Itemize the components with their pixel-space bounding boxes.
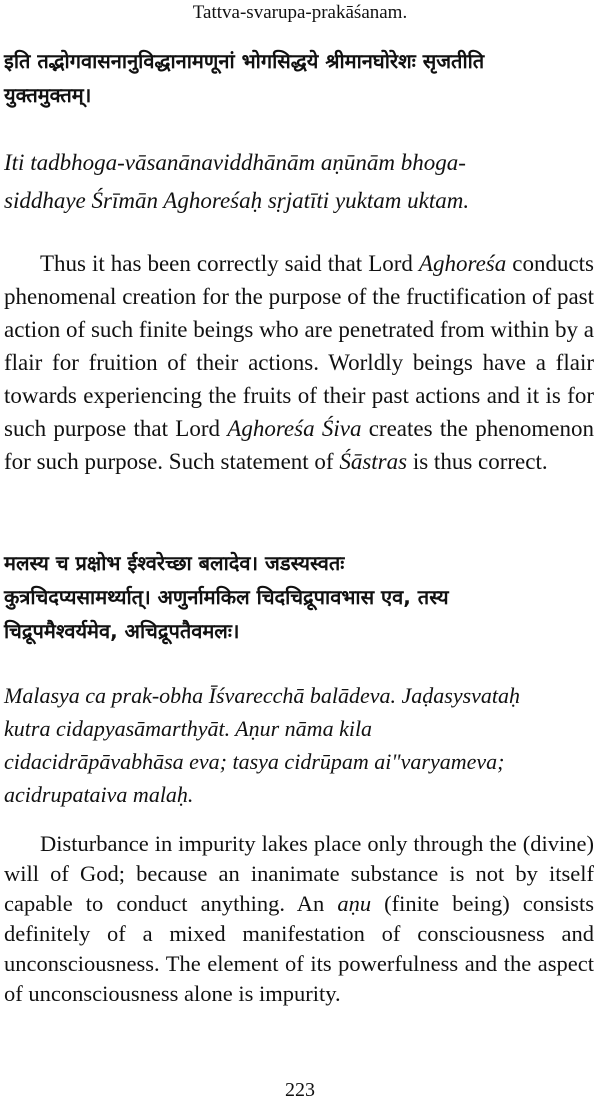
text-run: Thus it has been correctly said that Lord xyxy=(40,251,419,276)
transliteration-2 xyxy=(4,679,594,811)
transliteration-2-line: kutra cidapyasāmarthyāt. Aṇur nāma kila xyxy=(4,716,373,741)
sanskrit-verse-1 xyxy=(4,44,594,112)
text-run-italic: Aghoreśa xyxy=(418,251,507,276)
sanskrit-verse-2-line: चिद्रूपमैश्वर्यमेव, अचिद्रूपतैवमलः। xyxy=(4,619,240,643)
sanskrit-verse-1-line: युक्तमुक्तम्। xyxy=(4,83,92,107)
page-number: 223 xyxy=(285,1079,315,1101)
text-run: (finite being) consists definitely of a mixed manifestation of consciousness and unconsciousness. The element of its powerfulness and the aspect of unconsciousness alone is impurity. xyxy=(4,891,595,1006)
text-run-italic: Śāstras xyxy=(339,449,408,474)
sanskrit-verse-2-line: कुत्रचिदप्यसामर्थ्यात्। अणुर्नामकिल चिदचिद्रूपावभास एव, तस्य xyxy=(4,585,449,609)
transliteration-2-line: Malasya ca prak-obha Īśvarecchā balādeva. Jaḍasysvataḥ xyxy=(4,683,521,708)
text-run: is thus correct. xyxy=(407,449,548,474)
sanskrit-verse-2-line: मलस्य च प्रक्षोभ ईश्वरेच्छा बलादेव। जडस्यस्वतः xyxy=(4,551,345,575)
text-run: conducts phenomenal creation for the purpose of the fructification of past action of such finite beings who are penetrated from within by a flair for fruition of their actions. Worldly beings have a flair towards experiencing the fruits of their past actions and it is for such purpose that Lord xyxy=(4,251,595,441)
transliteration-1 xyxy=(4,144,594,220)
transliteration-2-line: acidrupataiva malaḥ. xyxy=(4,782,194,807)
transliteration-2-line: cidacidrāpāvabhāsa eva; tasya cidrūpam ai"varyameva; xyxy=(4,749,505,774)
sanskrit-verse-1-line: इति तद्भोगवासनानुविद्धानामणूनां भोगसिद्धये श्रीमानघोरेशः सृजतीति xyxy=(4,49,485,73)
text-run: creates the phenomenon for such purpose. Such statement of xyxy=(4,416,595,474)
commentary-paragraph-1 xyxy=(4,247,594,478)
text-run: Disturbance in impurity lakes place only through the (divine) will of God; because an inanimate substance is not by itself capable to conduct anything. An xyxy=(4,831,594,916)
transliteration-1-line: siddhaye Śrīmān Aghoreśaḥ sṛjatīti yuktam uktam. xyxy=(4,188,470,213)
text-run-italic: Aghoreśa Śiva xyxy=(227,416,362,441)
transliteration-1-line: Iti tadbhoga-vāsanānaviddhānām aṇūnām bhoga- xyxy=(4,150,466,175)
running-header: Tattva-svarupa-prakāśanam. xyxy=(192,2,408,23)
commentary-paragraph-2 xyxy=(4,829,594,1009)
text-run-italic: aṇu xyxy=(337,891,372,916)
sanskrit-verse-2 xyxy=(4,546,594,648)
